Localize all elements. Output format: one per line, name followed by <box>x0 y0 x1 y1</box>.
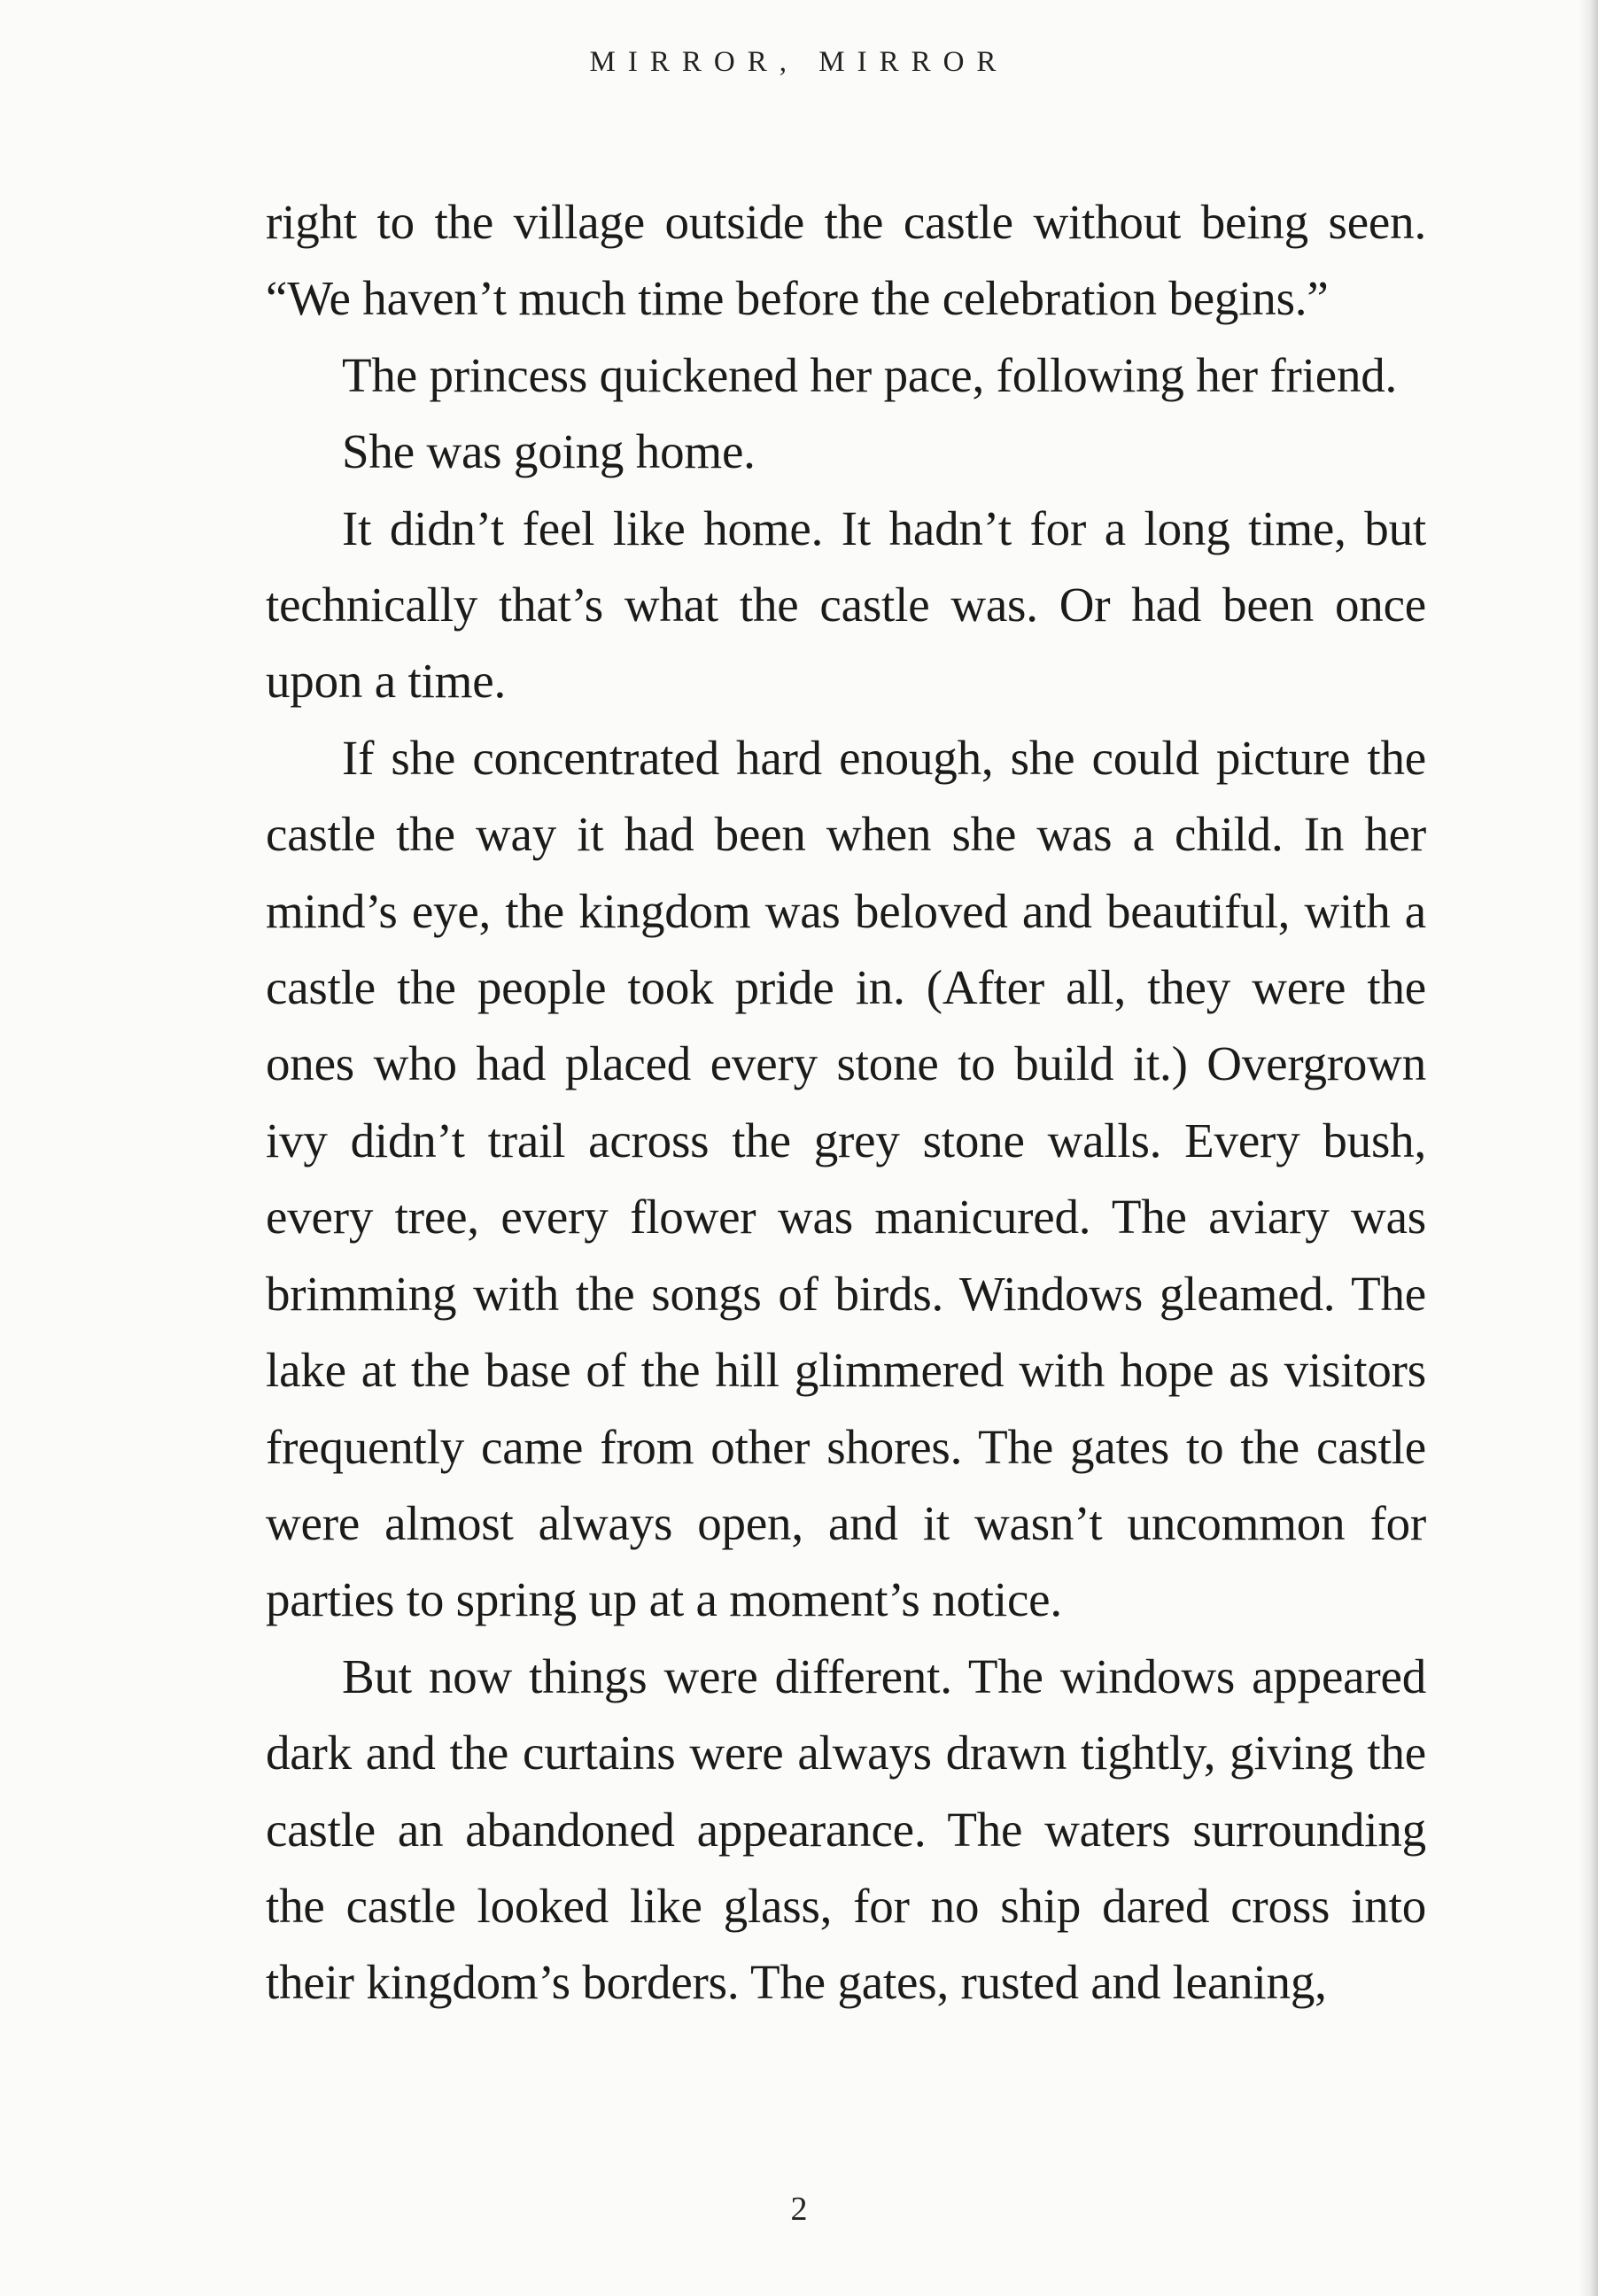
paragraph: It didn’t feel like home. It hadn’t for a long time, but technically that’s what the castle was. Or had been once upon a time. <box>266 500 1426 709</box>
paragraph-continued: right to the village outside the castle without being seen. “We haven’t much time before the celebration begins.” <box>266 195 1426 326</box>
paragraph: If she concentrated hard enough, she could picture the castle the way it had been when she was a child. In her mind’s eye, the kingdom was beloved and beautiful, with a castle the people took pride in. (After all, they were the ones who had placed every stone to build it.) Overgrown ivy didn’t trail across the grey stone walls. Every bush, every tree, every flower was manicured. The aviary was brimming with the songs of birds. Windows gleamed. The lake at the base of the hill glimmered with hope as visitors frequently came from other shores. The gates to the castle were almost always open, and it wasn’t uncommon for parties to spring up at a moment’s notice. <box>266 730 1426 1627</box>
page-edge-shadow <box>1579 0 1598 2296</box>
body-text <box>266 184 1426 2021</box>
page-number: 2 <box>790 2191 808 2228</box>
paragraph: She was going home. <box>342 424 756 479</box>
running-header-title: MIRROR, MIRROR <box>589 46 1009 78</box>
paragraph: The princess quickened her pace, following her friend. <box>342 347 1398 402</box>
paragraph: But now things were different. The windows appeared dark and the curtains were always drawn tightly, giving the castle an abandoned appearance. The waters surrounding the castle looked like glass, for no ship dared cross into their kingdom’s borders. The gates, rusted and leaning, <box>266 1648 1426 2010</box>
